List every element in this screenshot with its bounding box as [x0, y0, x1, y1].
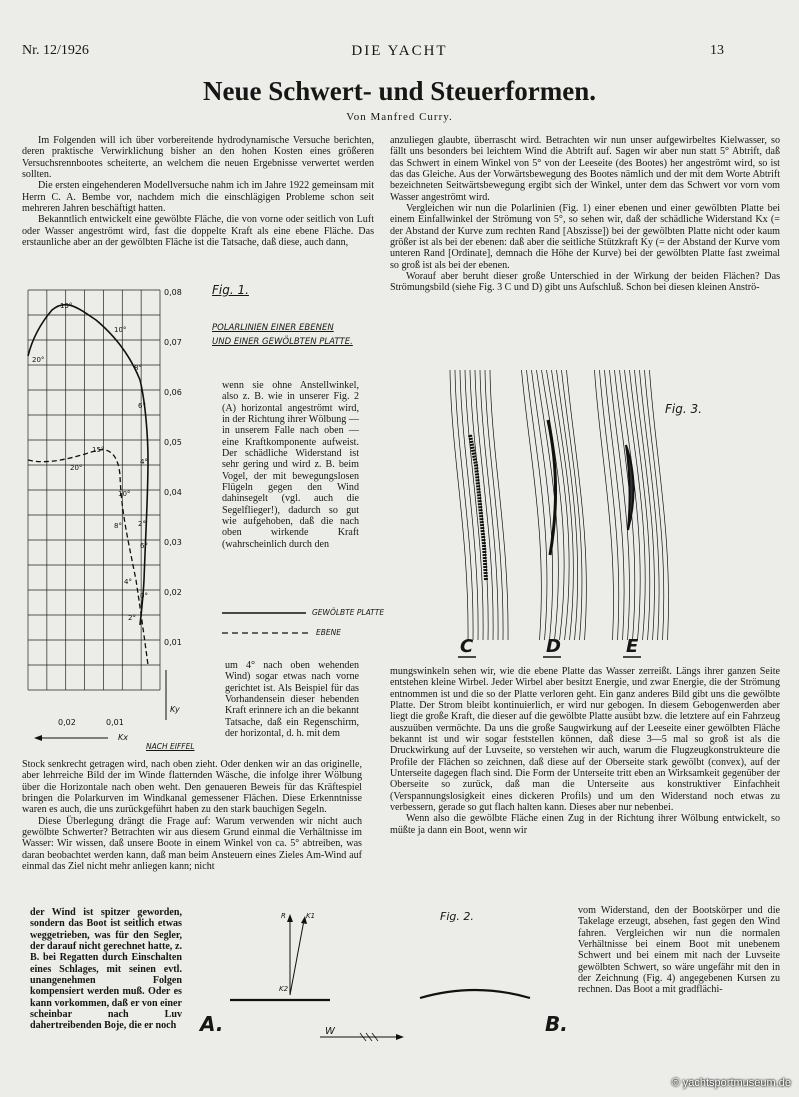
paragraph: vom Widerstand, den der Bootskörper und die Takelage erzeugt, absehen, fast gegen den Wind fahren. Vergleichen wir nun die normalen Verhältnisse bei einem Boot mit unebenem Schwert und bei einem mit nach der Luvseite gewölbten Schwert, so wäre ungefähr mit den in der Zeichnung (Fig. 4) angegebenen Kursen zu rechnen. Das Boot a mit gradflächi- [578, 905, 780, 996]
left-top-text [22, 135, 374, 248]
flat-angle-label: 8° [114, 522, 122, 530]
flat-angle-label: 15° [92, 446, 105, 454]
fig2-label-a: A. [200, 1012, 224, 1036]
flat-angle-label: 20° [70, 464, 83, 472]
text-beside-fig1 [222, 380, 359, 550]
fig3-panel-c: C [460, 636, 474, 657]
flat-angle-label: 10° [118, 490, 131, 498]
streamline [595, 370, 614, 640]
curved-angle-label: 0° [140, 592, 148, 600]
curved-angle-label: 2° [138, 520, 146, 528]
curved-plate-d [548, 420, 556, 555]
fig2-label: Fig. 2. [440, 910, 474, 923]
fig1-polar-chart [18, 280, 228, 760]
x-tick-label: 0,01 [106, 718, 124, 727]
streamline [532, 370, 553, 640]
fig3-panel-d: D [546, 636, 561, 657]
curved-angle-label: 6° [138, 402, 146, 410]
paragraph: wenn sie ohne Anstellwinkel, also z. B. wie in unserer Fig. 2 (A) horizontal angeströmt wird, in der Richtung ihrer Wölbung — in unserem Falle nach oben — eine Kraftkomponente aufweist. Der schädliche Widerstand ist sehr gering und wird z. B. beim Vogel, der mit bewegungslosen Flügeln gegen den Wind dahinsegelt (vgl. auch die Segelflieger!), dadurch so gut wie aufgehoben, daß die nach oben wirkende Kraft (wahrscheinlich durch den [222, 380, 359, 550]
streamline [460, 370, 478, 640]
flat-angle-label: 4° [124, 578, 132, 586]
paragraph: Diese Überlegung drängt die Frage auf: Warum verwenden wir nicht auch gewölbte Schwerter? Betrachten wir aus diesem Grund einmal die Verhältnisse im Wasser: Wir wissen, daß unsere Boote in einem Winkel von ca. 5° abtreiben, was daran beobachtet werden kann, daß man beim Ansteuern eines Zieles Am-Wind auf einmal das Ziel nicht mehr anliegen kann; nicht [22, 815, 362, 873]
fig1-caption-line1: POLARLINIEN EINER EBENEN [212, 323, 334, 333]
magazine-title: DIE YACHT [351, 43, 448, 59]
fig2-force-k1: K1 [306, 912, 316, 920]
curved-plate-e [626, 445, 634, 530]
watermark: © yachtsportmuseum.de [671, 1077, 791, 1089]
y-axis-label: Ky [170, 705, 180, 714]
paragraph: Wenn also die gewölbte Fläche einen Zug in der Richtung ihrer Wölbung entwickelt, so müßte ja dann ein Boot, wenn wir [390, 813, 780, 836]
flat-angle-label: 2° [128, 614, 136, 622]
flat-angle-label: 6° [140, 542, 148, 550]
paragraph: der Wind ist spitzer geworden, sondern das Boot ist seitlich etwas weggetrieben, was für den Segler, der darauf nicht gerechnet hatte, z. B. bei Regatten durch Einschalten eines Schlages, mit seinen evtl. unangenehmen Folgen kompensiert werden muß. Oder es kann vorkommen, daß er von einer scheinbar nach Luv dahertreibenden Boje, die er noch [30, 907, 182, 1032]
fig3-panel-e: E [626, 636, 639, 657]
fig1-grid [28, 290, 160, 690]
fig1-caption-line2: UND EINER GEWÖLBTEN PLATTE. [212, 337, 353, 347]
streamline [450, 370, 468, 640]
paragraph: Bekanntlich entwickelt eine gewölbte Fläche, die von vorne oder seitlich von Luft oder Wasser angeströmt wird, fast die doppelte Kraft als eine ebene Fläche. Das erstaunliche aber an der gewölbten Fläche ist die Tatsache, daß diese, auch dann, [22, 214, 374, 249]
y-tick-label: 0,02 [164, 588, 182, 597]
article-author: Von Manfred Curry. [346, 111, 453, 123]
y-tick-label: 0,04 [164, 488, 182, 497]
x-axis-arrowhead [34, 735, 42, 741]
left-middle-text [22, 759, 362, 872]
curved-angle-label: 20° [32, 356, 45, 364]
text-beside-fig1-low [225, 660, 359, 739]
issue-number: Nr. 12/1926 [22, 43, 89, 58]
fig3-label: Fig. 3. [665, 402, 702, 416]
legend-flat: EBENE [316, 628, 341, 637]
streamline [605, 370, 625, 640]
fig2-wind-label: W [325, 1026, 335, 1037]
paragraph: mungswinkeln sehen wir, wie die ebene Platte das Wasser zerreißt. Längs ihrer ganzen Seite entstehen kleine Wirbel. Jeder Wirbel aber besitzt Energie, und zwar Energie, die der Strömung entnommen ist und die so der Platte verloren geht. Ein ganz anderes Bild gibt uns die gewölbte Platte. Der Strom bleibt kontinuierlich, er wird nur gebogen. In diesem Gebogenwerden aber liegt die große Kraft, die dieser auf die gewölbte Platte ausübt bzw. die letztere auf ein Fahrzeug auszuüben vermöchte. Da uns die große Saugwirkung auf der Leeseite einer gewölbten Fläche bekannt ist und wir sogar feststellen können, daß diese 3—5 mal so groß ist als die Druckwirkung auf der Luvseite, so verstehen wir auch, warum die Flugzeugkonstrukteure die Profile der Flächen so zeichnen, daß diese auf der Oberseite stark gewölbt (convex), auf der Unterseite dagegen flach sind. Die Form der Unterseite tritt eben an Wirksamkeit gegenüber der Oberseite so zurück, daß man die Unterseite aus konstruktiver Einfachheit (Verspannungslosigkeit eines dickeren Profils) und um den Widerstand noch etwas zu verbessern, gerade so gut flach halten kann. Dieses aber nur nebenbei. [390, 666, 780, 814]
paragraph: Vergleichen wir nun die Polarlinien (Fig. 1) einer ebenen und einer gewölbten Platte bei einem Einfallwinkel der Strömung von 5°, so sehen wir, daß der schädliche Widerstand Kx (= der Abstand der Kurve zum rechten Rand [Abszisse]) bei der gewölbten Platte nicht oder kaum größer ist als bei der ebenen: daß aber die seitliche Stützkraft Ky (= der Abstand der Kurve vom unteren Rand [Ordinate], demnach die Höhe der Kurve) bei der gewölbten Platte fast zweimal so groß ist als bei der ebenen. [390, 203, 780, 271]
streamline [635, 370, 655, 640]
x-axis-label: Kx [118, 733, 128, 742]
fig2-force-k2: K2 [279, 985, 289, 993]
right-bottom-text [578, 905, 780, 996]
curved-angle-label: 8° [134, 364, 142, 372]
x-tick-label: 0,02 [58, 718, 76, 727]
y-tick-label: 0,07 [164, 338, 182, 347]
streamline [567, 370, 587, 640]
streamline [557, 370, 578, 640]
fig2-diagram [190, 900, 590, 1050]
article-title: Neue Schwert- und Steuerformen. [203, 76, 596, 106]
flat-plate-curve [28, 450, 148, 665]
y-tick-label: 0,08 [164, 288, 182, 297]
left-bottom-text [30, 907, 182, 1032]
paragraph: anzuliegen glaubte, überrascht wird. Betrachten wir nun unser aufgewirbeltes Kielwasser, so fällt uns besonders bei leichtem Wind die Abtrift auf. Sagen wir aber nun statt 5° Abtrift, daß das Schwert in einem Winkel von 5° von der Leeseite (des Bootes) her angeströmt wird, so ist das das Gleiche. Aus der Vorwärtsbewegung des Bootes nämlich und der mit dem Worte Abtrift bezeichneten Seitwärtsbewegung ergibt sich der Winkel, unter dem das Schwert vor vorn vom Wasser angeströmt wird. [390, 135, 780, 203]
legend-curved: GEWÖLBTE PLATTE [312, 608, 385, 617]
curved-angle-label: 10° [114, 326, 127, 334]
fig3-flow-diagram [440, 365, 760, 660]
streamline [562, 370, 582, 640]
y-tick-label: 0,06 [164, 388, 182, 397]
y-tick-label: 0,03 [164, 538, 182, 547]
streamline [600, 370, 619, 640]
paragraph: Die ersten eingehenderen Modellversuche nahm ich im Jahre 1922 gemeinsam mit Herrn C. A. Bembe vor, nachdem mich die einschlägigen Probleme schon seit mehreren Jahren beschäftigt hatten. [22, 180, 374, 215]
right-middle-text [390, 666, 780, 836]
page-number: 13 [710, 43, 724, 58]
paragraph: Stock senkrecht getragen wird, nach oben zieht. Oder denken wir an das originelle, aber lehrreiche Bild der im Winde flatternden Wäsche, die infolge ihrer Wölbung über die Horizontale nach oben weht. Den genaueren Beweis für das Kräftespiel bringen die Polarkurven im Windkanal gemessener Flächen. Diese Erkenntnisse waren es auch, die uns zurückgeführt haben zu den stark bauchigen Segeln. [22, 759, 362, 816]
fig1-credit: NACH EIFFEL [146, 742, 195, 751]
curved-angle-label: 4° [140, 458, 148, 466]
streamline [455, 370, 473, 640]
y-tick-label: 0,05 [164, 438, 182, 447]
fig1-label: Fig. 1. [212, 283, 249, 297]
fig2-force-r: R [281, 912, 286, 920]
y-tick-label: 0,01 [164, 638, 182, 647]
curved-angle-label: 15° [60, 302, 73, 310]
flat-plate-wake [470, 435, 486, 580]
paragraph: Im Folgenden will ich über vorbereitende hydrodynamische Versuche berichten, deren praktische Verwirklichung bisher an den hohen Kosten eines größeren Versuchsrennbootes scheiterte, an welchem die neuen Ergebnisse verwertet werden sollten. [22, 135, 374, 181]
paragraph: um 4° nach oben wehenden Wind) sogar etwas nach vorne gerichtet ist. Als Beispiel für das Vorhandensein dieser hebenden Kraft erinnere ich an die bekannt Tatsache, daß ein Regenschirm, der horizontal, d. h. mit dem [225, 660, 359, 740]
fig2-label-b: B. [545, 1012, 568, 1036]
right-top-text [390, 135, 780, 294]
paragraph: Worauf aber beruht dieser große Unterschied in der Wirkung der beiden Flächen? Das Strömungsbild (siehe Fig. 3 C und D) gibt uns Aufschluß. Schon bei diesen kleinen Anströ- [390, 271, 780, 294]
